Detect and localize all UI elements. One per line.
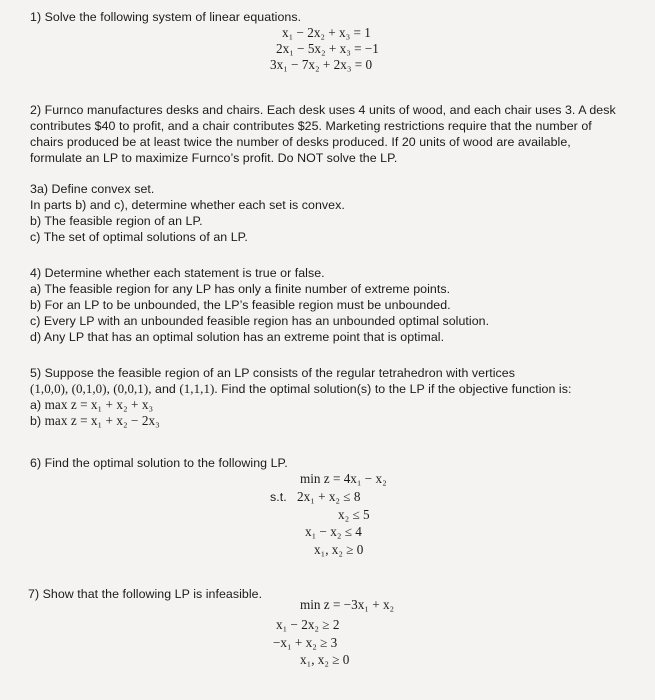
q7-constraint-1: x₁ − 2x₂ ≥ 2 xyxy=(276,617,340,632)
q7-constraint-2: −x₁ + x₂ ≥ 3 xyxy=(273,635,338,650)
q5-a-expression: max z = x₁ + x₂ + x₃ xyxy=(44,397,154,412)
q5-line-2-rest: Find the optimal solution(s) to the LP if the objective function is: xyxy=(221,382,572,396)
q1-prompt: 1) Solve the following system of linear equations. xyxy=(30,10,302,24)
q2-line-2: contributes $40 to profit, and a chair contributes $25. Marketing restrictions require that the number of xyxy=(30,119,592,133)
q6-objective: min z = 4x₁ − x₂ xyxy=(300,471,387,486)
q5-part-a xyxy=(30,397,153,413)
q7-constraint-3: x₁, x₂ ≥ 0 xyxy=(300,652,350,667)
q3-line-4: c) The set of optimal solutions of an LP. xyxy=(30,230,248,244)
q2-line-4: formulate an LP to maximize Furnco’s profit. Do NOT solve the LP. xyxy=(30,151,398,165)
q6-constraint-3: x₁ − x₂ ≤ 4 xyxy=(305,524,362,539)
q5-line-1: 5) Suppose the feasible region of an LP consists of the regular tetrahedron with vertices xyxy=(30,366,515,380)
q1-equation-1: x₁ − 2x₂ + x₃ = 1 xyxy=(282,25,371,40)
q5-and: and xyxy=(155,382,176,396)
q4-line-3: b) For an LP to be unbounded, the LP’s feasible region must be unbounded. xyxy=(30,298,451,312)
q4-line-1: 4) Determine whether each statement is true or false. xyxy=(30,266,325,280)
q2-line-1: 2) Furnco manufactures desks and chairs. Each desk uses 4 units of wood, and each chair uses 3. A desk xyxy=(30,103,616,117)
q5-b-expression: max z = x₁ + x₂ − 2x₃ xyxy=(44,413,160,428)
q3-line-1: 3a) Define convex set. xyxy=(30,182,155,196)
q5-b-label: b) xyxy=(30,414,42,428)
q4-line-2: a) The feasible region for any LP has only a finite number of extreme points. xyxy=(30,282,451,296)
q4-line-4: c) Every LP with an unbounded feasible region has an unbounded optimal solution. xyxy=(30,314,490,328)
q7-objective: min z = −3x₁ + x₂ xyxy=(300,597,395,612)
q5-line-2 xyxy=(30,381,571,397)
q6-prompt: 6) Find the optimal solution to the following LP. xyxy=(30,456,288,470)
q5-part-b xyxy=(30,413,160,429)
q7-prompt: 7) Show that the following LP is infeasible. xyxy=(28,587,263,601)
q1-equation-2: 2x₁ − 5x₂ + x₃ = −1 xyxy=(276,41,379,56)
q6-constraint-2: x₂ ≤ 5 xyxy=(338,507,370,522)
q1-equation-3: 3x₁ − 7x₂ + 2x₃ = 0 xyxy=(270,57,373,72)
q3-line-3: b) The feasible region of an LP. xyxy=(30,214,203,228)
q6-constraint-1: 2x₁ + x₂ ≤ 8 xyxy=(297,489,361,504)
q4-line-5: d) Any LP that has an optimal solution has an extreme point that is optimal. xyxy=(30,330,445,344)
q2-line-3: chairs produced be at least twice the number of desks produced. If 20 units of wood are available, xyxy=(30,135,571,149)
q5-a-label: a) xyxy=(30,398,42,412)
q6-constraint-4: x₁, x₂ ≥ 0 xyxy=(314,542,364,557)
q6-st-label: s.t. xyxy=(270,490,287,504)
q5-vertices: (1,0,0), (0,1,0), (0,0,1), xyxy=(30,381,152,396)
q5-vertex-last: (1,1,1). xyxy=(179,381,218,396)
q3-line-2: In parts b) and c), determine whether each set is convex. xyxy=(30,198,345,212)
